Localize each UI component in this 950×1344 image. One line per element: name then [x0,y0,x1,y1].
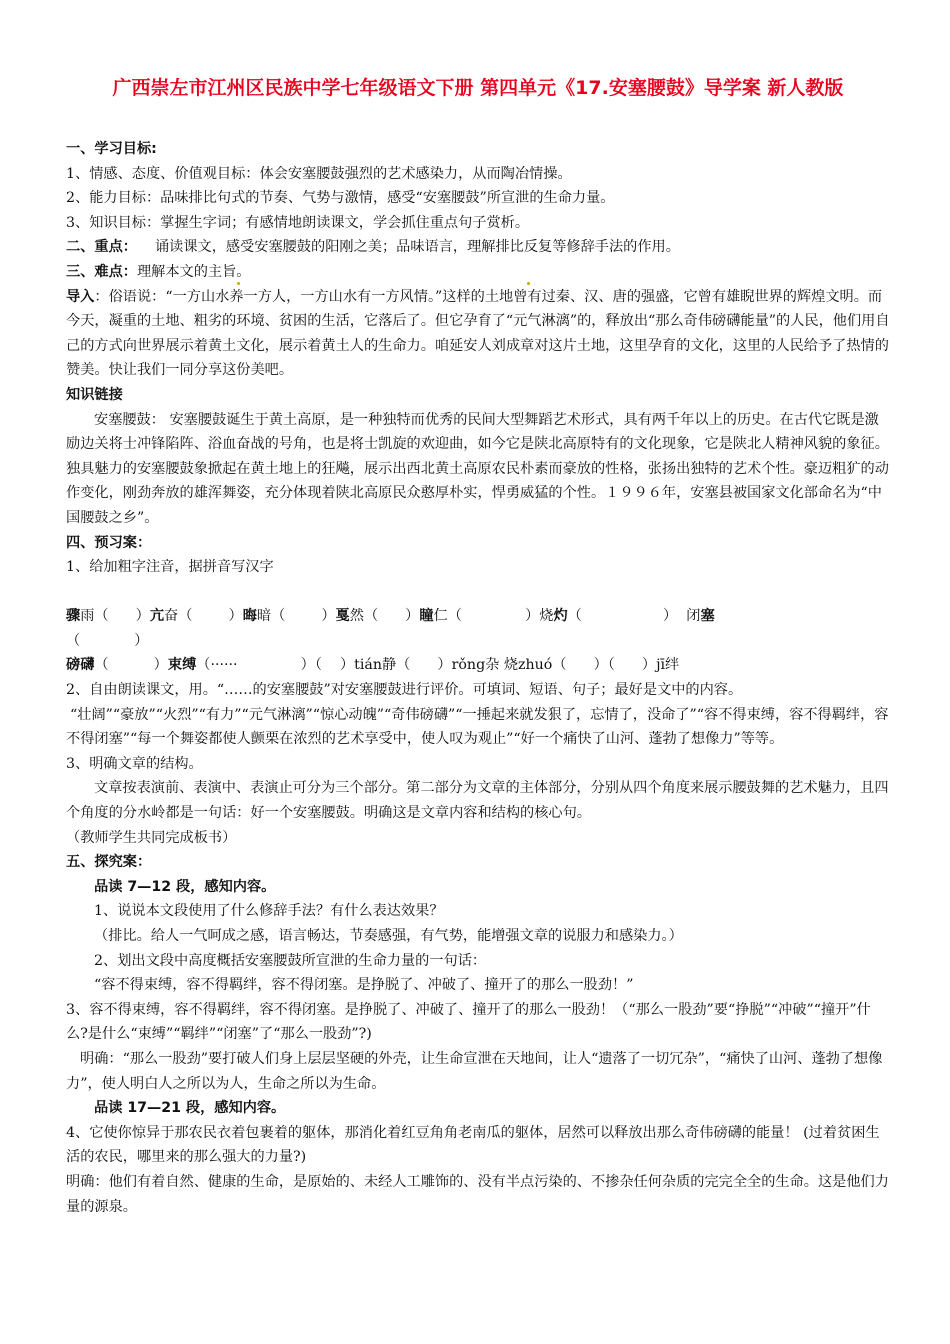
blank: （ ） [94,657,168,674]
intro-text: ：俗语说：“一方山水养一方人，一方山水有一方风情。”这样的土地曾有过秦、汉、唐的强盛，它曾有雄睨世界的辉煌文明。而今天，凝重的土地、粗劣的环境、贫困的生活，它落后了。但它孕育了“元气淋漓”的，释放出“那么奇伟磅礴能量”的人民，他们用自己的方式向世界展示着黄土文化，展示着黄土人的生命力。咱延安人刘成章对这片土地，这里孕育的文化，这里的人民给予了热情的赞美。快让我们一同分享这份美吧。 [66,288,890,379]
explore-question-4: 4、它使你惊异于那农民衣着包裹着的躯体，那消化着红豆角角老南瓜的躯体，居然可以释放出那么奇伟磅礴的能量！ (过着贫困生活的农民，哪里来的那么强大的力量?) [66,1124,880,1166]
pinyin-row-2: （ ） [66,632,149,649]
knowledge-link-heading: 知识链接 [66,386,123,403]
preview-item-2-answer: “壮阔”“豪放”“火烈”“有力”“元气淋漓”“惊心动魄”“奇伟磅礴”“一捶起来就发狠了，忘情了，没命了”“容不得束缚，容不得羁绊，容不得闭塞”“每一个舞姿都使人颤栗在浓烈的艺术享受中，使人叹为观止”“好一个痛快了山河、蓬勃了想像力”等等。 [66,706,889,748]
explore-answer-1: （排比。给人一气呵成之感，语言畅达，节奏感强，有气势，能增强文章的说服力和感染力。） [94,928,683,944]
document-page [66,74,890,1219]
bold-char: 磅礴 [66,657,95,674]
preview-item-3-note: （教师学生共同完成板书） [66,829,237,846]
difficulty-text: 理解本文的主旨。 [136,263,251,280]
pinyin-row-1 [66,580,890,629]
blank: （ ） 闭 [567,608,701,625]
explore-answer-3: 明确：“那么一股劲”要打破人们身上层层坚硬的外壳，让生命宣泄在天地间，让人“遗落了一切冗杂”，“痛快了山河、蓬勃了想像力”，使人明白人之所以为人，生命之所以为生命。 [66,1050,883,1092]
knowledge-link-text: 安塞腰鼓： 安塞腰鼓诞生于黄土高原，是一种独特而优秀的民间大型舞蹈艺术形式，具有两千年以上的历史。在古代它既是激励边关将士冲锋陷阵、浴血奋战的号角，也是将士凯旋的欢迎曲，如今它是陕北高原特有的文化现象，它是陕北人精神风貌的象征。独具魅力的安塞腰鼓象掀起在黄土地上的狂飚，展示出西北黄土高原农民朴素而豪放的性格，张扬出独特的艺术个性。豪迈粗犷的动作变化，刚劲奔放的雄浑舞姿，充分体现着陕北高原民众憨厚朴实，悍勇威猛的个性。１９９６年，安塞县被国家文化部命名为“中国腰鼓之乡”。 [66,411,889,526]
document-title: 广西崇左市江州区民族中学七年级语文下册 第四单元《17.安塞腰鼓》导学案 新人教版 [112,77,844,99]
section-heading-key-points: 二、重点： [66,239,137,256]
bold-char: 瞳 [419,608,434,625]
preview-item-1: 1、给加粗字注音，据拼音写汉字 [66,559,274,576]
explore-subheading-1: 品读 7—12 段，感知内容。 [94,878,276,895]
bold-char: 灼 [553,608,568,625]
preview-item-2: 2、自由朗读课文，用。“……的安塞腰鼓”对安塞腰鼓进行评价。可填词、短语、句子；最好是文中的内容。 [66,682,743,699]
preview-item-3: 3、明确文章的结构。 [66,755,203,772]
section-heading-explore: 五、探究案： [66,854,152,871]
bold-char: 戛 [335,608,350,625]
objective-item: 2、能力目标：品味排比句式的节奏、气势与激情，感受“安塞腰鼓”所宣泄的生命力量。 [66,190,615,207]
bold-char: 塞 [700,608,715,625]
key-points [66,235,890,260]
intro-heading: 导入 [66,288,95,305]
pinyin-row-3 [66,653,890,678]
key-points-text: 诵读课文，感受安塞腰鼓的阳刚之美；品味语言，理解排比反复等修辞手法的作用。 [136,239,680,256]
bold-char: 骤 [66,608,81,625]
blank: 然（ ） [349,608,420,625]
blank: （······ ）（ ）tián静（ ）rǒng杂 烧zhuó（ ）（ ）jī绊 [196,657,680,674]
blank: 雨（ ） [80,608,150,625]
preview-item-3-answer: 文章按表演前、表演中、表演止可分为三个部分。第二部分为文章的主体部分，分别从四个角度来展示腰鼓舞的艺术魅力，且四个角度的分水岭都是一句话：好一个安塞腰鼓。明确这是文章内容和结构的核心句。 [66,780,889,822]
blank: 奋（ ） [164,608,243,625]
decorative-dot [237,282,240,285]
intro-paragraph [66,285,890,383]
section-heading-difficulty: 三、难点： [66,263,137,280]
explore-question-3: 3、容不得束缚，容不得羁绊，容不得闭塞。是挣脱了、冲破了、撞开了的那么一股劲！（“那么一股劲”要“挣脱”“冲破”“撞开”什么?是什么“束缚”“羁绊”“闭塞”了“那么一股劲”?) [66,1001,871,1043]
explore-answer-2: “容不得束缚，容不得羁绊，容不得闭塞。是挣脱了、冲破了、撞开了的那么一股劲！” [94,977,634,994]
objective-item: 1、情感、态度、价值观目标：体会安塞腰鼓强烈的艺术感染力，从而陶冶情操。 [66,165,572,182]
difficulty [66,260,890,285]
section-heading-objectives: 一、学习目标: [66,141,157,157]
bold-char: 亢 [149,608,165,625]
explore-question-1: 1、说说本文段使用了什么修辞手法？有什么表达效果？ [94,903,444,920]
explore-answer-4: 明确：他们有着自然、健康的生命，是原始的、未经人工雕饰的、没有半点污染的、不掺杂任何杂质的完完全全的生命。这是他们力量的源泉。 [66,1173,889,1215]
bold-char: 晦 [242,608,257,625]
section-heading-preview: 四、预习案： [66,534,152,551]
objective-item: 3、知识目标：掌握生字词；有感情地朗读课文，学会抓住重点句子赏析。 [66,214,530,231]
explore-subheading-2: 品读 17—21 段，感知内容。 [94,1100,286,1117]
decorative-dot [527,282,530,285]
blank: 暗（ ） [256,608,336,625]
bold-char: 束缚 [167,657,197,674]
blank: 仁（ ）烧 [433,608,554,625]
explore-question-2: 2、划出文段中高度概括安塞腰鼓所宣泄的生命力量的一句话： [94,952,487,969]
